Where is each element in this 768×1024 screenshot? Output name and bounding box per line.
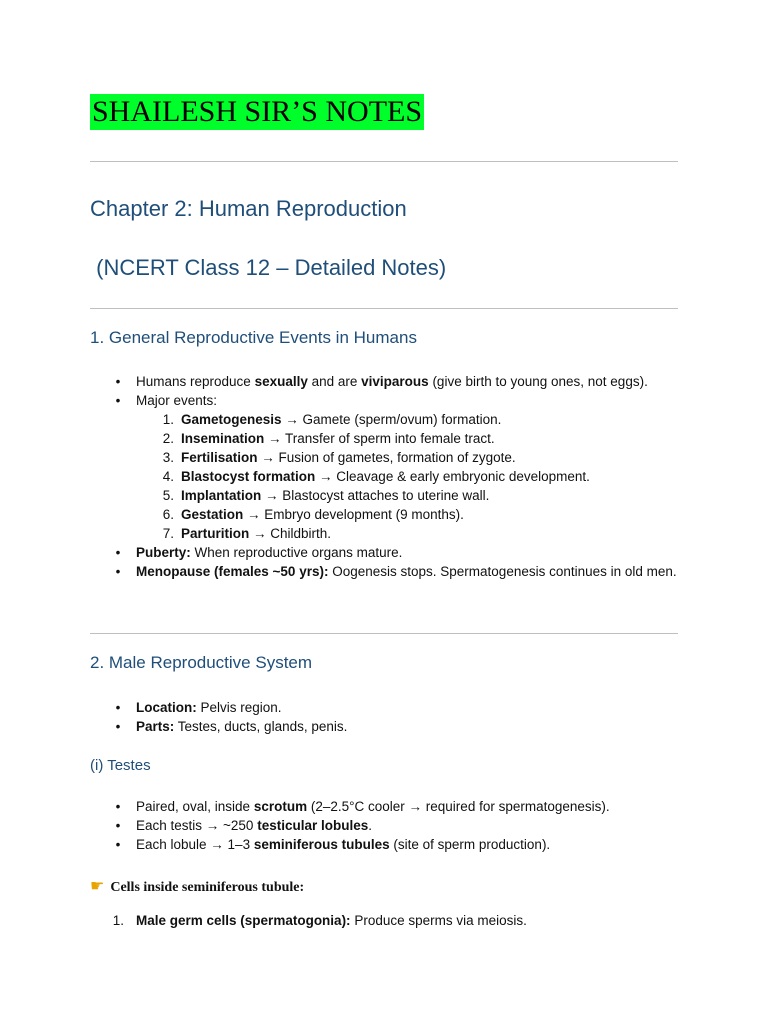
bullet-glyph: •: [115, 837, 121, 852]
text: → Embryo development (9 months).: [243, 507, 464, 522]
bullet-glyph: •: [115, 393, 121, 408]
divider: [90, 308, 678, 309]
item-number: 1.: [112, 913, 124, 928]
event-item: [90, 524, 690, 543]
bold-term: Gestation: [181, 507, 244, 522]
bold-term: Menopause (females ~50 yrs):: [136, 564, 329, 579]
text: Oogenesis stops. Spermatogenesis continues in old men.: [328, 564, 677, 579]
bold-term: sexually: [254, 374, 308, 389]
bold-term: Male germ cells (spermatogonia):: [136, 913, 351, 928]
text: Pelvis region.: [196, 700, 282, 715]
text: → Fusion of gametes, formation of zygote.: [257, 450, 516, 465]
bold-term: Parts:: [136, 719, 175, 734]
text: Produce sperms via meiosis.: [350, 913, 527, 928]
event-item: [90, 448, 690, 467]
text: (2–2.5°C cooler → required for spermatogenesis).: [307, 799, 610, 814]
section-heading-general-events: 1. General Reproductive Events in Humans: [90, 328, 417, 347]
bold-term: Fertilisation: [181, 450, 258, 465]
text: When reproductive organs mature.: [190, 545, 403, 560]
list-item: [90, 911, 690, 930]
callout-cells-heading: [90, 876, 304, 898]
subsection-heading-testes: (i) Testes: [90, 757, 151, 774]
item-number: 6.: [162, 507, 174, 522]
text: → Cleavage & early embryonic development.: [315, 469, 590, 484]
bullet-glyph: •: [115, 374, 121, 389]
bold-term: Puberty:: [136, 545, 191, 560]
bullet-glyph: •: [115, 818, 121, 833]
bold-term: Blastocyst formation: [181, 469, 316, 484]
callout-text: Cells inside seminiferous tubule:: [110, 880, 305, 895]
section-heading-male-system: 2. Male Reproductive System: [90, 653, 313, 672]
text: .: [368, 818, 373, 833]
item-number: 5.: [162, 488, 174, 503]
bold-term: Insemination: [181, 431, 265, 446]
event-item: [90, 486, 690, 505]
bullet-glyph: •: [115, 545, 121, 560]
testes-list: [90, 797, 690, 854]
divider: [90, 161, 678, 162]
text: Testes, ducts, glands, penis.: [174, 719, 348, 734]
bullet-glyph: •: [115, 719, 121, 734]
event-item: [90, 505, 690, 524]
list-item: [90, 797, 690, 816]
text: → Gamete (sperm/ovum) formation.: [281, 412, 502, 427]
text: (give birth to young ones, not eggs).: [428, 374, 648, 389]
cells-list: [90, 911, 690, 930]
bold-term: testicular lobules: [257, 818, 369, 833]
bold-term: seminiferous tubules: [253, 837, 390, 852]
general-events-list: [90, 372, 690, 581]
bold-term: Gametogenesis: [181, 412, 282, 427]
divider: [90, 633, 678, 634]
bullet-glyph: •: [115, 564, 121, 579]
text: → Transfer of sperm into female tract.: [264, 431, 495, 446]
text: → Blastocyst attaches to uterine wall.: [261, 488, 490, 503]
text: Each lobule → 1–3: [136, 837, 254, 852]
chapter-subtitle: (NCERT Class 12 – Detailed Notes): [90, 255, 447, 280]
list-item: [90, 562, 690, 581]
item-number: 3.: [162, 450, 174, 465]
bold-term: Location:: [136, 700, 197, 715]
text: (site of sperm production).: [389, 837, 551, 852]
pointing-hand-icon: ☛: [90, 876, 105, 895]
list-item: [90, 543, 690, 562]
text: → Childbirth.: [249, 526, 332, 541]
notes-banner-title: SHAILESH SIR’S NOTES: [92, 95, 423, 128]
bold-term: scrotum: [253, 799, 308, 814]
event-item: [90, 429, 690, 448]
text: Each testis → ~250: [136, 818, 258, 833]
list-item: [90, 372, 690, 391]
list-item: [90, 391, 690, 410]
bullet-glyph: •: [115, 700, 121, 715]
male-system-list: [90, 698, 690, 736]
event-item: [90, 467, 690, 486]
item-number: 2.: [162, 431, 174, 446]
chapter-title: Chapter 2: Human Reproduction: [90, 196, 407, 221]
event-item: [90, 410, 690, 429]
list-item: [90, 717, 690, 736]
text: and are: [307, 374, 362, 389]
item-number: 4.: [162, 469, 174, 484]
text: Paired, oval, inside: [136, 799, 254, 814]
bullet-glyph: •: [115, 799, 121, 814]
item-number: 1.: [162, 412, 174, 427]
text: Humans reproduce: [136, 374, 255, 389]
bold-term: Implantation: [181, 488, 262, 503]
text: Major events:: [136, 393, 218, 408]
list-item: [90, 816, 690, 835]
list-item: [90, 835, 690, 854]
list-item: [90, 698, 690, 717]
bold-term: viviparous: [361, 374, 429, 389]
bold-term: Parturition: [181, 526, 250, 541]
item-number: 7.: [162, 526, 174, 541]
